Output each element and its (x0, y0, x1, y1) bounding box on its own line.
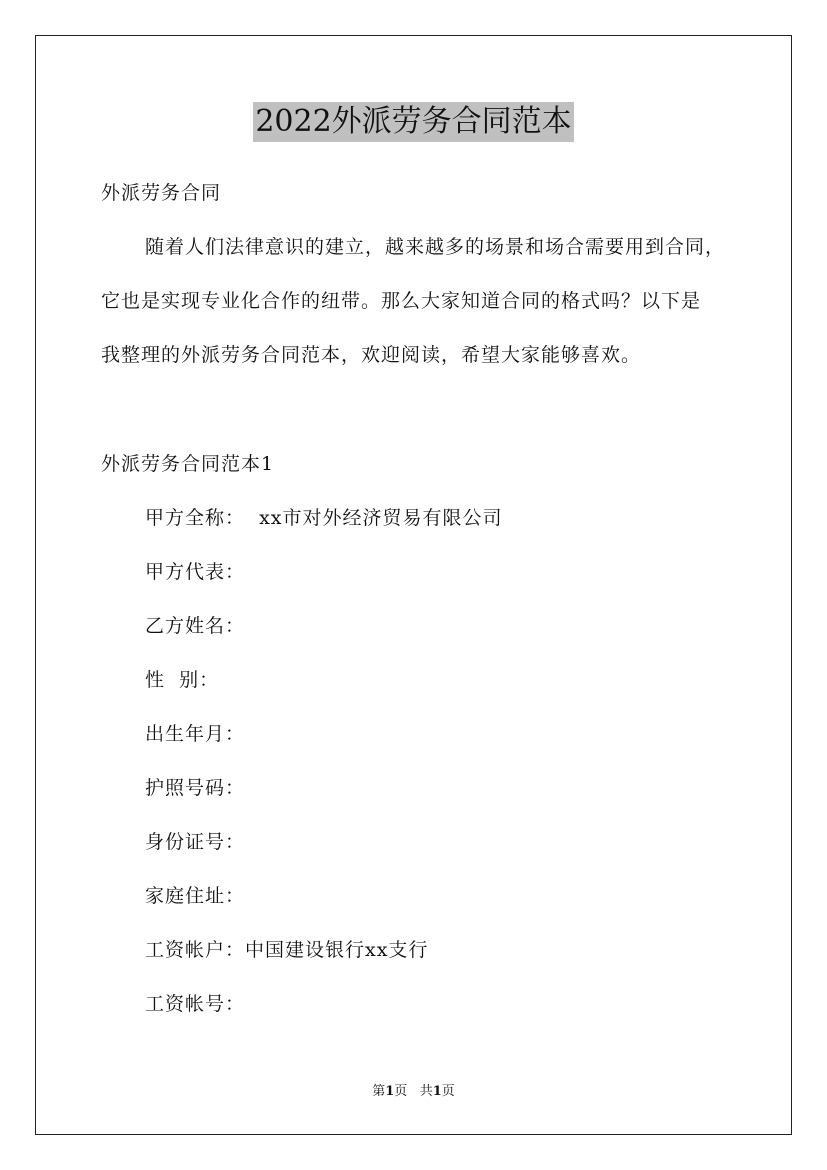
document-title: 2022外派劳务合同范本 (253, 102, 573, 142)
field-salary-account-number: 工资帐号： (145, 993, 246, 1015)
total-prefix: 共 (419, 1084, 433, 1099)
title-container (0, 102, 827, 142)
page-current: 1 (385, 1084, 395, 1099)
intro-line-2: 它也是实现专业化合作的纽带。那么大家知道合同的格式吗？以下是 (101, 290, 702, 312)
field-party-b-name: 乙方姓名： (145, 615, 246, 637)
field-party-a-rep: 甲方代表： (145, 561, 246, 583)
intro-line-1: 随着人们法律意识的建立，越来越多的场景和场合需要用到合同， (145, 236, 726, 258)
field-id-number: 身份证号： (145, 831, 246, 853)
page-footer (0, 1084, 827, 1100)
page-prefix: 第 (372, 1084, 386, 1099)
field-party-a-name: 甲方全称： xx市对外经济贸易有限公司 (145, 507, 503, 529)
total-suffix: 页 (441, 1084, 455, 1099)
field-passport-number: 护照号码： (145, 777, 246, 799)
field-home-address: 家庭住址： (145, 885, 246, 907)
document-subtitle: 外派劳务合同 (101, 182, 222, 204)
field-gender: 性 别： (145, 669, 220, 691)
section-heading: 外派劳务合同范本1 (101, 453, 275, 475)
field-birth-date: 出生年月： (145, 723, 246, 745)
total-pages: 1 (432, 1084, 442, 1099)
page-suffix: 页 (394, 1084, 408, 1099)
field-salary-account-bank: 工资帐户：中国建设银行xx支行 (145, 939, 429, 961)
intro-line-3: 我整理的外派劳务合同范本，欢迎阅读，希望大家能够喜欢。 (101, 344, 642, 366)
